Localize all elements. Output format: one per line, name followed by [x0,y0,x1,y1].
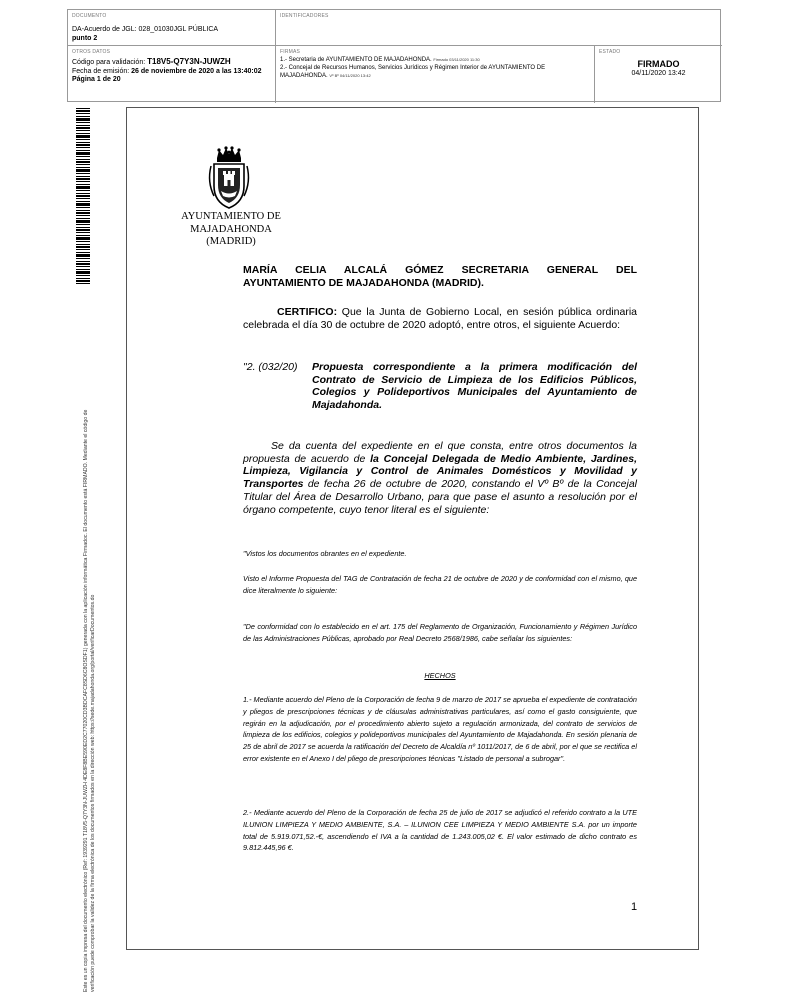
ayto-line3: (MADRID) [206,236,256,247]
cuenta-paragraph [243,440,637,516]
codigo-value[interactable]: T18V5-Q7Y3N-JUWZH [147,57,231,66]
fecha-value: 26 de noviembre de 2020 a las 13:40:02 [131,67,262,75]
documento-line2: punto 2 [72,35,98,42]
hechos-heading: HECHOS [424,671,456,680]
estado-date: 04/11/2020 13:42 [631,70,686,77]
ayto-line2: MAJADAHONDA [190,223,272,235]
otros-caption: OTROS DATOS [72,49,111,55]
side-text-line1: Este es un copia impresa del documento electrónico (Ref: 1939291 T18V5-Q7Y3N-JUWZH 4DE8F8BE590ED2C77020CD3BDCAFC8SD6C8OSDF1) generada con la aplicación informática Firmadoc. El documento está FIRMADO. Mediante el código de [83,409,89,992]
firmas-caption: FIRMAS [280,49,301,55]
identificadores-caption: IDENTIFICADORES [280,13,329,19]
conformidad-paragraph: "De conformidad con lo establecido en el art. 175 del Reglamento de Organización, Funcionamiento y Régimen Jurídico de las Administraciones Públicas, aprobado por Real Decreto 2568/1986, cabe señalar los siguientes: [243,622,637,643]
certifico-text-block [243,306,637,331]
pagina-indicator: Página 1 de 20 [72,76,121,83]
page-title [243,264,637,289]
agenda-item [243,361,637,412]
fecha-label: Fecha de emisión: [72,67,130,75]
agenda-text: Propuesta correspondiente a la primera modificación del Contrato de Servicio de Limpieza de los Edificios Públicos, Colegios y Polideportivos Municipales del Ayuntamiento de Majadahonda. [312,361,637,412]
cuenta-post: de fecha 26 de octubre de 2020, constando el Vº Bº de la Concejal Titular del Área de Desarrollo Urbano, para que pase el asunto a resolución por el órgano competente, cuyo tenor literal es el siguiente: [243,478,637,516]
vistos-line: "Vistos los documentos obrantes en el expediente. [243,549,407,558]
title-line2: AYUNTAMIENTO DE MAJADAHONDA (MADRID). [243,276,484,289]
certifico-text: Que la Junta de Gobierno Local, en sesión pública ordinaria celebrada el día 30 de octubre de 2020 adoptó, entre otros, el siguiente Acuerdo: [243,306,637,331]
codigo-label: Código para validación: [72,59,146,66]
page-number: 1 [631,901,638,913]
firma-1-meta: Firmado 03/11/2020 11:30 [433,57,480,62]
hecho-2-paragraph: 2.- Mediante acuerdo del Pleno de la Corporación de fecha 25 de julio de 2017 se adjudicó el referido contrato a la UTE ILUNION LIMPIEZA Y MEDIO AMBIENTE, S.A. – ILUNION CEE LIMPIEZA Y MEDIO AMBIENTE S.A. por un importe total de 5.919.071,52.-€, ascendiendo el IVA a la cantidad de 1.243.005,02 €. El valor estimado de dicho contrato es 9.812.445,96 €. [243,808,637,853]
documento-caption: DOCUMENTO [72,13,107,19]
estado-value: FIRMADO [637,59,680,69]
codigo-validacion [72,58,271,68]
documento-value [72,25,271,43]
cuenta-pre: Se da cuenta del expediente en el que consta, entre otros documentos la propuesta de acuerdo de [243,440,637,465]
visto-informe-paragraph: Visto el Informe Propuesta del TAG de Contratación de fecha 21 de octubre de 2020 y de conformidad con el mismo, que dice literalmente lo siguiente: [243,574,637,595]
documento-cell [68,10,276,46]
verification-side-text [83,302,97,992]
ayuntamiento-name [163,211,299,249]
firmas-cell [276,46,595,103]
otros-datos-cell [68,46,276,103]
firma-1-text: 1.- Secretaria de AYUNTAMIENTO DE MAJADAHONDA. [280,57,432,63]
firma-2-meta: Vº Bº 04/11/2020 13:42 [329,73,371,78]
coat-of-arms-icon [205,146,253,210]
side-text-line2: verificación puede comprobar la validez de la firma electrónica de los documentos firmados en la dirección web: https://sede.majadahonda.org/portal/verificarDocumentos.do [90,594,96,992]
estado-cell [595,46,722,103]
firma-1 [280,56,590,64]
document-metadata-header [67,9,721,102]
firma-2-text: 2.- Concejal de Recursos Humanos, Servicios Jurídicos y Régimen Interior de AYUNTAMIENTO DE MAJADAHONDA. [280,65,546,79]
certifico-label-spacer: CERTIFICO: [277,306,338,318]
identificadores-cell [276,10,722,46]
title-line1: MARÍA CELIA ALCALÁ GÓMEZ SECRETARIA GENERAL DEL [243,264,637,276]
fecha-emision [72,68,271,77]
cuenta-bold: la Concejal Delegada de Medio Ambiente, Jardines, Limpieza, Vigilancia y Control de Animales Domésticos y Movilidad y Transportes [243,452,637,491]
estado-caption: ESTADO [599,49,621,55]
ayto-line1: AYUNTAMIENTO DE [181,211,281,222]
firma-2 [280,65,590,80]
barcode-icon [76,108,90,286]
hecho-1-paragraph: 1.- Mediante acuerdo del Pleno de la Corporación de fecha 9 de marzo de 2017 se aprueba el expediente de contratación y pliegos de prescripciones técnicas y de cláusulas administrativas particulares, así como el gasto consiguiente, que regirán en la adjudicación, por el procedimiento abierto sujeto a regulación armonizada, del contrato de servicios de limpieza de los edificios, colegios y polideportivos municipales del Ayuntamiento de Majadahonda. En sesión plenaria de 25 de abril de 2017 se acuerda la ratificación del Decreto de Alcaldía nº 1011/2017, de 6 de abril, por el que se rectifica el error existente en el Anexo I del pliego de prescripciones técnicas "Listado de personal a subrogar". [243,695,637,763]
documento-line1: DA-Acuerdo de JGL: 028_01030JGL PÚBLICA [72,26,219,33]
agenda-number: "2. (032/20) [243,361,298,373]
